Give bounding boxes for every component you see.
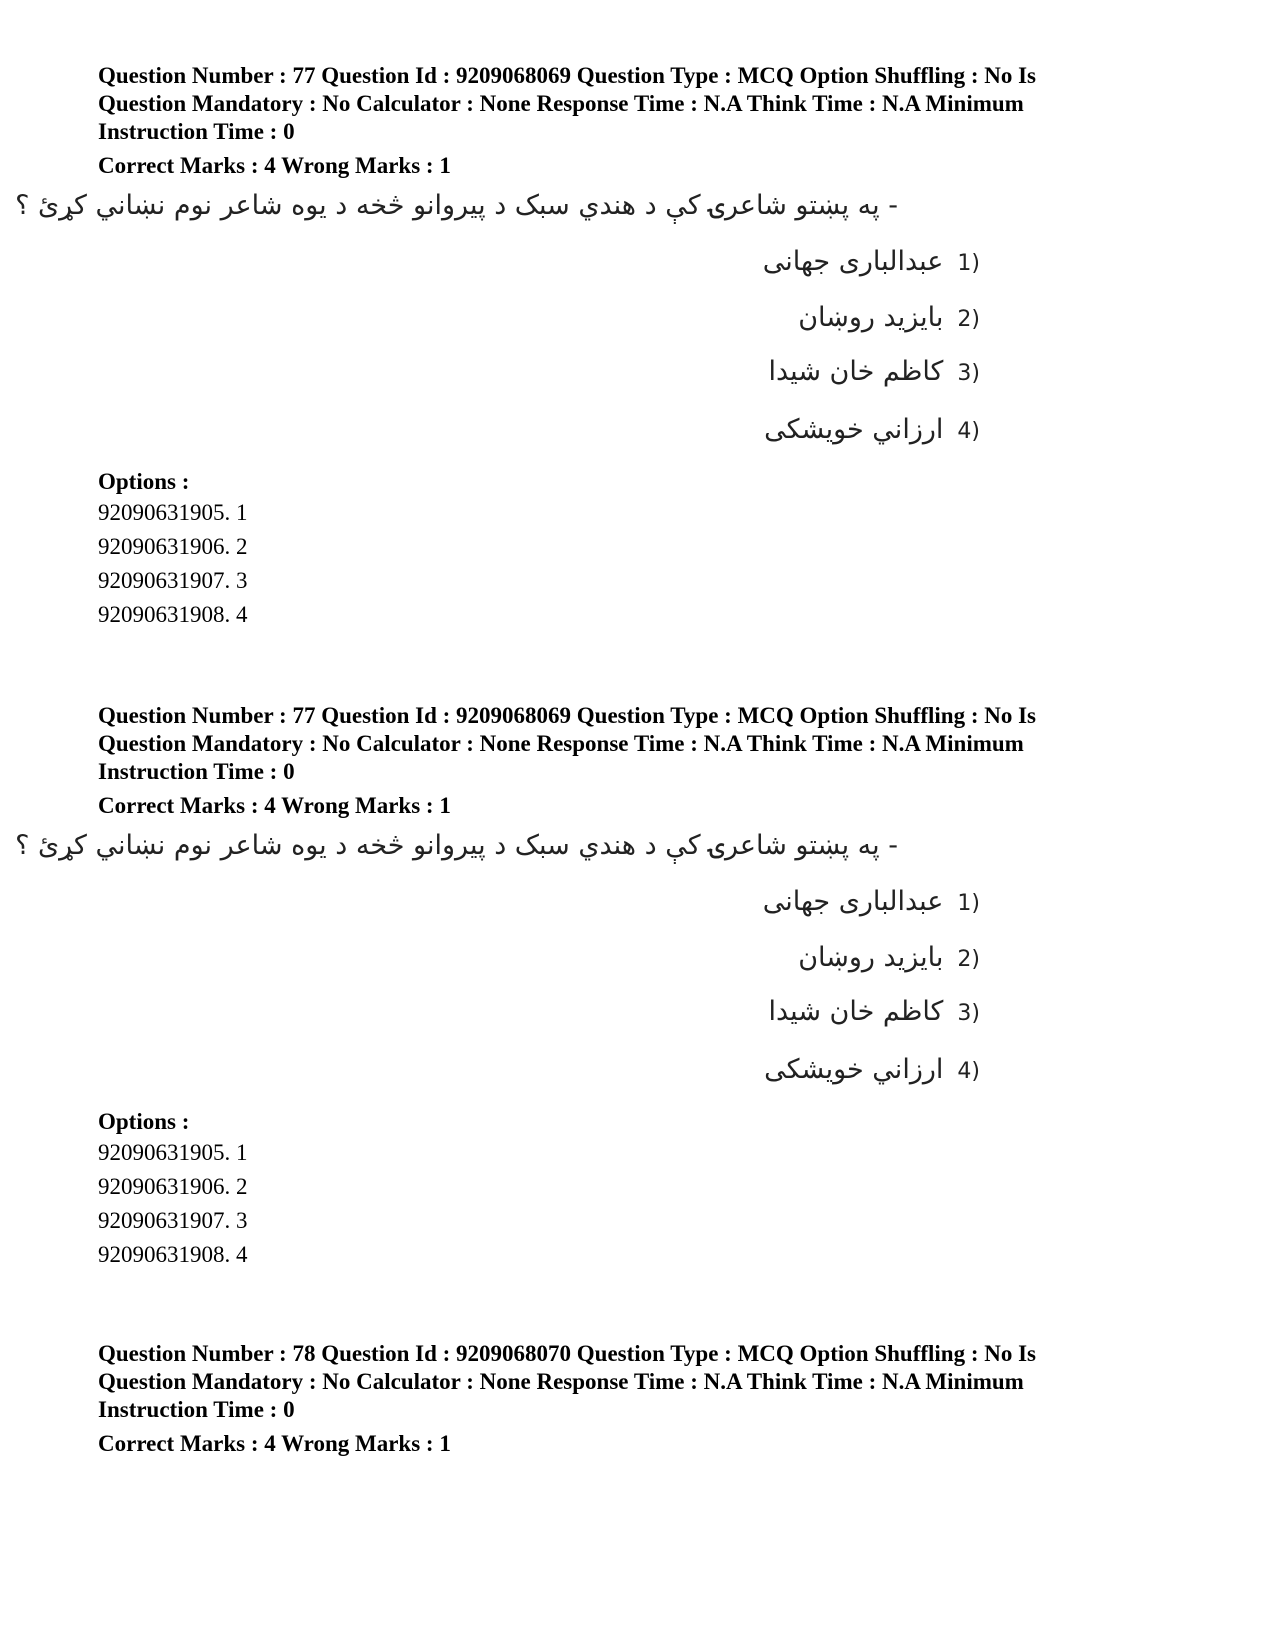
question-stem: - په پښتو شاعرۍ کې د هندي سبک د پیروانو څخه د یوه شاعر نوم نښاني کړئ ؟ xyxy=(15,830,898,861)
question-block xyxy=(15,702,1178,1272)
question-meta xyxy=(98,62,1178,146)
option-line: 92090631908. 4 xyxy=(98,602,248,627)
marks-line: Correct Marks : 4 Wrong Marks : 1 xyxy=(98,1431,451,1456)
question-block xyxy=(15,62,1178,632)
meta-line: Question Number : 77 Question Id : 9209068069 Question Type : MCQ Option Shuffling : No Is xyxy=(98,703,1037,728)
choice-item: 4)ارزاني خویشکی xyxy=(764,414,980,445)
option-line: 92090631906. 2 xyxy=(98,534,248,559)
choice-item: 4)ارزاني خویشکی xyxy=(764,1054,980,1085)
choice-item: 3)کاظم خان شیدا xyxy=(768,996,980,1027)
meta-line: Question Number : 78 Question Id : 9209068070 Question Type : MCQ Option Shuffling : No Is xyxy=(98,1341,1037,1366)
option-line: 92090631906. 2 xyxy=(98,1174,248,1199)
question-stem: - په پښتو شاعرۍ کې د هندي سبک د پیروانو څخه د یوه شاعر نوم نښاني کړئ ؟ xyxy=(15,190,898,221)
question-block xyxy=(98,1340,1178,1458)
question-image xyxy=(15,824,998,1094)
choice-item: 3)کاظم خان شیدا xyxy=(768,356,980,387)
question-meta xyxy=(98,702,1178,786)
meta-line: Question Mandatory : No Calculator : None Response Time : N.A Think Time : N.A Minimum xyxy=(98,91,1024,116)
choice-item: 1)عبدالباری جهانی xyxy=(762,886,980,917)
option-line: 92090631905. 1 xyxy=(98,1140,248,1165)
option-line: 92090631907. 3 xyxy=(98,568,248,593)
marks-line: Correct Marks : 4 Wrong Marks : 1 xyxy=(98,793,451,818)
meta-line: Question Number : 77 Question Id : 9209068069 Question Type : MCQ Option Shuffling : No Is xyxy=(98,63,1037,88)
question-image xyxy=(15,184,998,454)
marks-line: Correct Marks : 4 Wrong Marks : 1 xyxy=(98,153,451,178)
option-line: 92090631908. 4 xyxy=(98,1242,248,1267)
choice-item: 2)بایزید روښان xyxy=(798,302,980,333)
options-label: Options : xyxy=(98,469,190,494)
choice-item: 2)بایزید روښان xyxy=(798,942,980,973)
question-meta xyxy=(98,1340,1178,1424)
choice-item: 1)عبدالباری جهانی xyxy=(762,246,980,277)
option-line: 92090631905. 1 xyxy=(98,500,248,525)
meta-line: Instruction Time : 0 xyxy=(98,1397,295,1422)
meta-line: Instruction Time : 0 xyxy=(98,119,295,144)
meta-line: Question Mandatory : No Calculator : None Response Time : N.A Think Time : N.A Minimum xyxy=(98,1369,1024,1394)
option-line: 92090631907. 3 xyxy=(98,1208,248,1233)
meta-line: Instruction Time : 0 xyxy=(98,759,295,784)
options-label: Options : xyxy=(98,1109,190,1134)
meta-line: Question Mandatory : No Calculator : None Response Time : N.A Think Time : N.A Minimum xyxy=(98,731,1024,756)
